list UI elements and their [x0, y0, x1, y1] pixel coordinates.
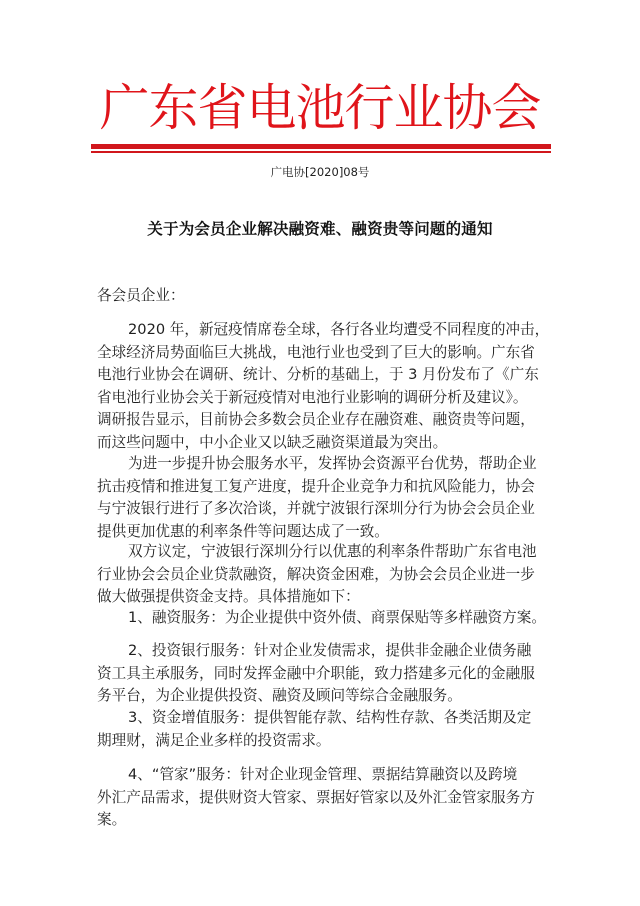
text-line: 抗击疫情和推进复工复产进度，提升企业竞争力和抗风险能力，协会	[97, 477, 535, 495]
paragraph-agreement	[97, 541, 557, 609]
text-line: 与宁波银行进行了多次洽谈，并就宁波银行深圳分行为协会会员企业	[97, 500, 535, 517]
text-line: 资工具主承服务，同时发挥金融中介职能，致力搭建多元化的金融服	[97, 664, 535, 682]
text-line: 行业协会会员企业贷款融资，解决资金困难，为协会会员企业进一步	[97, 565, 535, 583]
text-line: 2020 年，新冠疫情席卷全球，各行各业均遭受不同程度的冲击，	[128, 321, 550, 338]
text-line: 务平台，为企业提供投资、融资及顾问等综合金融服务。	[97, 687, 462, 704]
text-line: 而这些问题中，中小企业又以缺乏融资渠道最为突出。	[97, 433, 448, 451]
text-line: 全球经济局势面临巨大挑战，电池行业也受到了巨大的影响。广东省	[97, 343, 535, 361]
paragraph-cooperation	[97, 453, 557, 543]
salutation: 各会员企业：	[97, 287, 185, 304]
paragraph-background	[97, 319, 557, 454]
text-line: 3、资金增值服务：提供智能存款、结构性存款、各类活期及定	[128, 709, 532, 726]
text-line: 省电池行业协会关于新冠疫情对电池行业影响的调研分析及建议》。	[97, 388, 528, 406]
text-line: 4、“管家”服务：针对企业现金管理、票据结算融资以及跨境	[128, 766, 518, 783]
text-line: 调研报告显示，目前协会多数会员企业存在融资难、融资贵等问题，	[97, 411, 535, 428]
document-number: 广电协[2020]08号	[270, 165, 370, 179]
text-line: 做大做强提供资金支持。具体措施如下：	[97, 588, 360, 605]
notice-title: 关于为会员企业解决融资难、融资贵等问题的通知	[147, 219, 493, 238]
measure-item-1	[97, 607, 557, 630]
text-line: 案。	[97, 811, 127, 828]
text-line: 双方议定，宁波银行深圳分行以优惠的利率条件帮助广东省电池	[128, 543, 537, 560]
text-line: 外汇产品需求，提供财资大管家、票据好管家以及外汇金管家服务方	[97, 788, 535, 806]
organization-letterhead: 广东省电池行业协会	[99, 79, 541, 137]
text-line: 为进一步提升协会服务水平，发挥协会资源平台优势，帮助企业	[128, 455, 537, 472]
measure-item-4	[97, 764, 557, 832]
text-line: 2、投资银行服务：针对企业发债需求，提供非金融企业债务融	[128, 642, 532, 659]
measure-item-3	[97, 707, 557, 752]
letterhead-rule-thick	[91, 144, 551, 149]
text-line: 1、融资服务：为企业提供中资外债、商票保贴等多样融资方案。	[128, 609, 546, 626]
letterhead-rule-thin	[91, 151, 551, 153]
text-line: 电池行业协会在调研、统计、分析的基础上，于 3 月份发布了《广东	[97, 366, 539, 383]
measure-item-2	[97, 640, 557, 708]
text-line: 期理财，满足企业多样的投资需求。	[97, 731, 331, 749]
text-line: 提供更加优惠的利率条件等问题达成了一致。	[97, 522, 389, 540]
